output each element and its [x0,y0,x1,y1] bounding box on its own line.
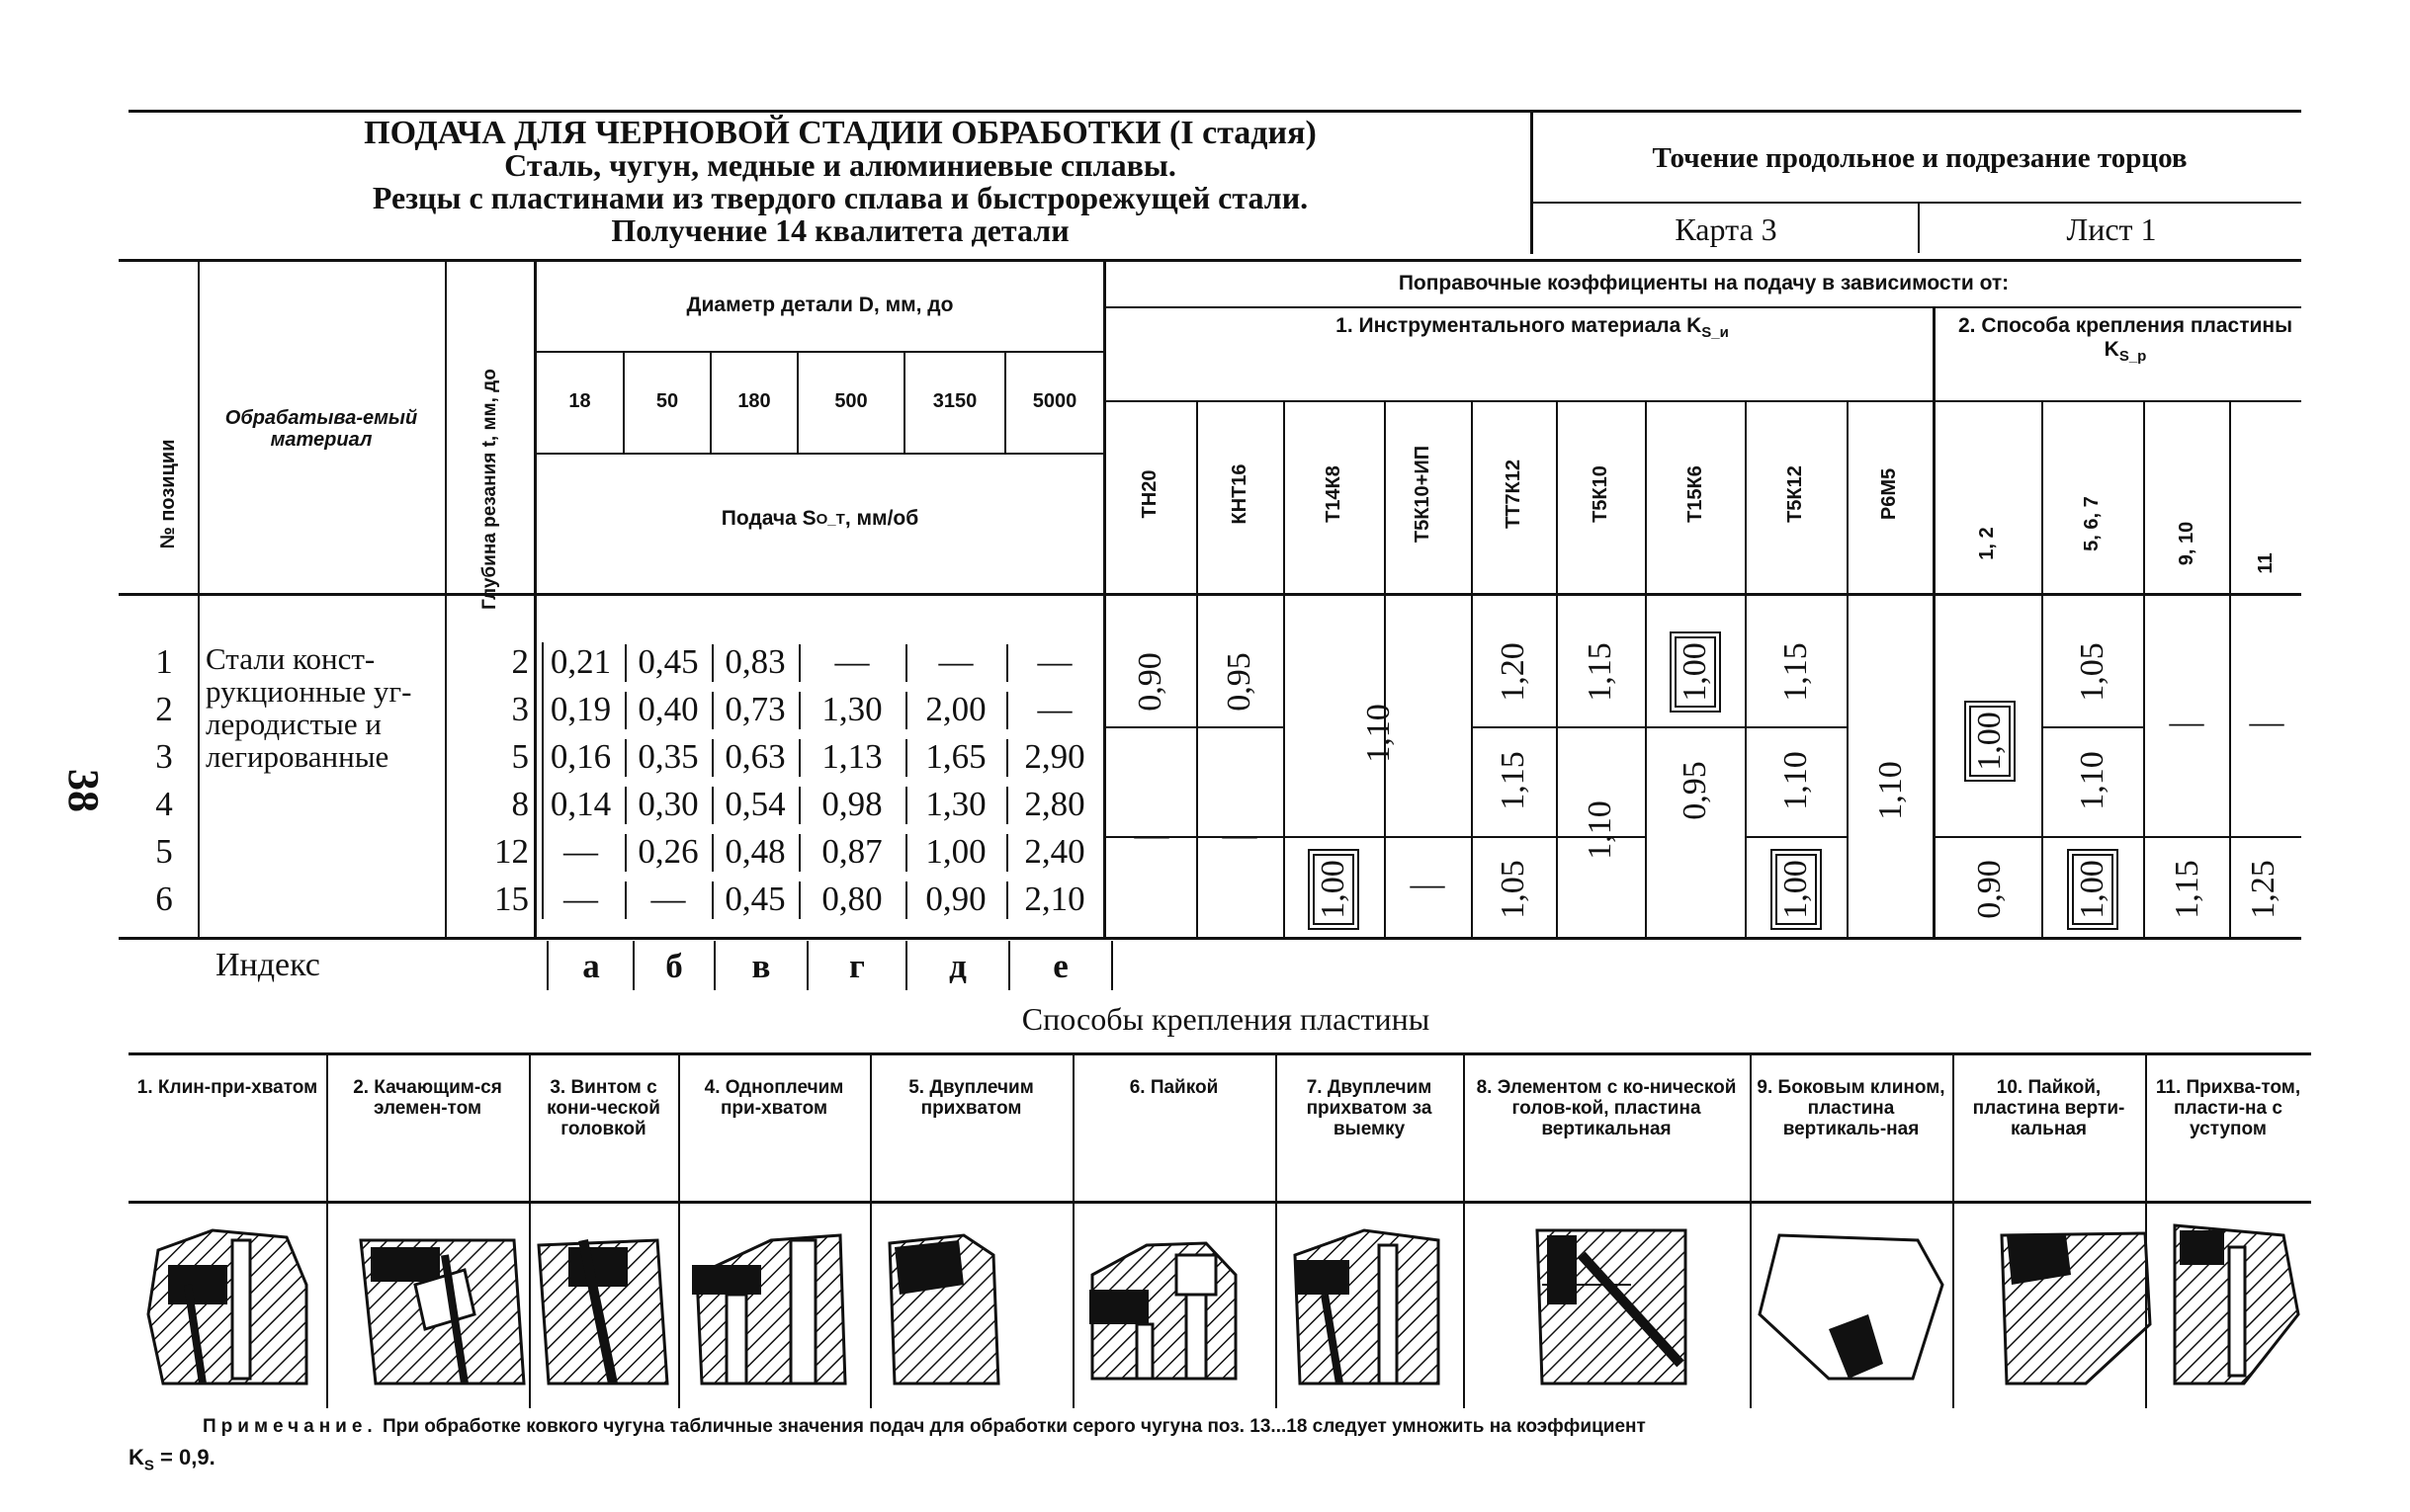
feed-value: 0,48 [725,832,786,871]
feed-value: 1,65 [925,737,987,776]
header-material: Обрабатыва-емый материал [224,407,418,451]
ks-t5k12-a: 1,15 [1777,642,1814,702]
note: Примечание. При обработке ковкого чугуна табличные значения подач для обработки серого чугуна поз. 13...18 следует умножить на коэффициент [203,1416,1646,1437]
feed-value: 2,40 [1024,832,1085,871]
fastening-method-label: 10. Пайкой, пластина верти-кальная [1972,1077,2125,1139]
fastening-method-label: 11. Прихва-том, пласти-на с уступом [2155,1077,2301,1139]
feed-value: 1,13 [821,737,883,776]
ks-t5k10-a: 1,15 [1582,642,1618,702]
page-number: 38 [59,769,109,812]
diameter-label: 180 [737,390,771,412]
method-3-drawing [539,1240,667,1384]
ks-r6m5: 1,10 [1872,761,1909,820]
feed-value: — [938,642,974,681]
tool-material-label: Т14К8 [1322,465,1344,523]
header-depth: Глубина резания t, мм, до [479,369,500,610]
card-number: Карта 3 [1675,210,1777,247]
title-line-1: ПОДАЧА ДЛЯ ЧЕРНОВОЙ СТАДИИ ОБРАБОТКИ (I стадия) [364,115,1317,151]
diameter-label: 5000 [1032,390,1077,412]
depth-value: 15 [494,880,529,918]
feed-value: 2,10 [1024,880,1085,918]
fastening-group-label: 9, 10 [2175,521,2197,566]
method-2-drawing [361,1240,524,1384]
note-coefficient: $K_S = 0,9$. [129,1445,215,1474]
tool-material-label: Т5К10+ИП [1411,445,1433,544]
tool-material-label: Т5К10 [1589,465,1611,523]
depth-value: 5 [511,737,529,776]
index-letter: д [949,947,967,985]
title-line-3: Резцы с пластинами из твердого сплава и быстрорежущей стали. [372,180,1309,215]
ks-t15k6-b: 0,95 [1677,761,1713,820]
feed-value: — [1037,642,1073,681]
feed-value: — [1037,690,1073,728]
position-number: 1 [155,642,173,681]
ks-fast-910-top: — [2169,703,2204,741]
feed-value: 0,63 [725,737,786,776]
feed-value: 2,90 [1024,737,1085,776]
ks-fast-910-bottom: 1,15 [2169,860,2205,919]
feed-value: 0,21 [550,642,612,681]
index-letter: б [665,947,683,985]
ks-fast-567-c: 1,00 [2063,845,2122,934]
fastening-method-label: 6. Пайкой [1129,1077,1219,1098]
title-line-2: Сталь, чугун, медные и алюминиевые сплавы. [504,147,1176,183]
tool-material-label: Т5К12 [1783,465,1806,523]
ks-fast-11-bottom: 1,25 [2245,860,2281,919]
feed-value: 0,87 [821,832,883,871]
fastening-group-label: 1, 2 [1975,527,1998,560]
index-letter: а [582,947,600,985]
methods-title: Способы крепления пластины [1021,1000,1430,1037]
ks-knt16-top: 0,95 [1221,652,1257,712]
fastening-group-label: 11 [2254,552,2277,574]
feed-value: 2,80 [1024,785,1085,823]
ks-fast-12-top: 1,00 [1960,697,2020,786]
header-diameter: Диаметр детали D, мм, до [686,294,954,316]
header-correction: Поправочные коэффициенты на подачу в зависимости от: [1398,271,2010,294]
position-number: 4 [155,785,173,823]
ks-fast-567-a: 1,05 [2074,642,2110,702]
method-4-drawing [692,1235,845,1384]
fastening-method-label: 2. Качающим-ся элемен-том [353,1077,502,1119]
depth-value: 12 [494,832,529,871]
feed-value: 0,30 [638,785,699,823]
position-number: 6 [155,880,173,918]
ks-tn20-bottom: — [1134,815,1169,854]
depth-value: 3 [511,690,529,728]
feed-value: 0,54 [725,785,786,823]
header-feed: Подача S O_T , мм/об [721,507,919,530]
tool-material-label: Т15К6 [1683,465,1706,523]
feed-value: 0,35 [638,737,699,776]
method-5-drawing [890,1235,998,1384]
method-10-drawing [2002,1233,2150,1384]
fastening-method-label: 4. Одноплечим при-хватом [704,1077,844,1119]
feed-value: 0,45 [638,642,699,681]
position-number: 2 [155,690,173,728]
diameter-label: 18 [568,390,591,412]
fastening-method-label: 9. Боковым клином, пластина вертикаль-ная [1757,1077,1945,1139]
feed-value: 0,26 [638,832,699,871]
method-11-drawing [2175,1225,2298,1384]
ks-fast-567-b: 1,10 [2074,751,2110,810]
feed-value: 2,00 [925,690,987,728]
feed-value: — [563,832,598,871]
operation-title: Точение продольное и подрезание торцов [1652,141,2188,174]
method-6-drawing [1089,1243,1236,1379]
feed-value: 1,30 [821,690,883,728]
ks-t14k8-merged: 1,10 [1360,704,1397,763]
title-line-4: Получение 14 квалитета детали [611,212,1070,248]
header-position: № позиции [156,439,179,549]
feed-value: 0,80 [821,880,883,918]
feed-value: 0,14 [550,785,612,823]
feed-value: 1,30 [925,785,987,823]
method-9-drawing [1760,1235,1942,1379]
depth-value: 8 [511,785,529,823]
fastening-method-label: 3. Винтом с кони-ческой головкой [547,1077,660,1139]
feed-value: 0,45 [725,880,786,918]
feed-value: 0,19 [550,690,612,728]
page-title [158,117,1522,247]
fastening-method-label: 8. Элементом с ко-нической голов-кой, пластина вертикальная [1476,1077,1737,1139]
diameter-label: 500 [834,390,868,412]
ks-knt16-bottom: — [1222,815,1257,854]
material-text: Стали конст- рукционные уг- леродистые и легированные [206,641,412,774]
tool-material-label: ТТ7К12 [1502,460,1524,530]
feed-value: — [650,880,686,918]
ks-t15k6-a: 1,00 [1666,628,1725,716]
fastening-method-label: 5. Двуплечим прихватом [908,1077,1034,1119]
ks-t14k8-bottom: 1,00 [1304,845,1363,934]
tool-material-label: Р6М5 [1877,467,1900,521]
index-label: Индекс [215,947,320,983]
method-1-drawing [148,1230,306,1384]
feed-value: 0,40 [638,690,699,728]
ks-tn20-top: 0,90 [1132,652,1168,712]
index-letter: в [751,947,771,985]
ks-t5k10ip-bottom: — [1410,865,1445,903]
ks-fast-11-top: — [2249,703,2284,741]
fastening-group-label: 5, 6, 7 [2080,496,2103,551]
feed-value: — [834,642,870,681]
position-number: 3 [155,737,173,776]
feed-value: — [563,880,598,918]
method-7-drawing [1295,1230,1438,1384]
feed-value: 0,90 [925,880,987,918]
feed-value: 0,98 [821,785,883,823]
ks-tt7k12-c: 1,05 [1495,860,1531,919]
index-letter: е [1053,947,1069,985]
position-number: 5 [155,832,173,871]
depth-value: 2 [511,642,529,681]
feed-value: 0,73 [725,690,786,728]
ks-tt7k12-a: 1,20 [1495,642,1531,702]
index-letter: г [849,947,865,985]
ks-tt7k12-b: 1,15 [1495,751,1531,810]
header-fastening: 2. Способа крепления пластины $K_{S\_p}$ [1957,314,2293,366]
fastening-method-label: 1. Клин-при-хватом [136,1077,318,1098]
diameter-label: 50 [655,390,679,412]
ks-fast-12-bottom: 0,90 [1971,860,2008,919]
ks-t5k10-b: 1,10 [1582,800,1618,860]
tool-material-label: КНТ16 [1228,463,1250,525]
diameter-label: 3150 [932,390,978,412]
ks-t5k12-b: 1,10 [1777,751,1814,810]
sheet-number: Лист 1 [2066,210,2157,247]
method-8-drawing [1537,1230,1685,1384]
feed-value: 0,16 [550,737,612,776]
fastening-method-label: 7. Двуплечим прихватом за выемку [1306,1077,1432,1139]
ks-t5k12-c: 1,00 [1766,845,1826,934]
header-tool-material: 1. Инструментального материала $K_{S\_и}$ [1335,314,1729,342]
feed-value: 1,00 [925,832,987,871]
feed-value: 0,83 [725,642,786,681]
tool-material-label: ТН20 [1138,469,1161,519]
